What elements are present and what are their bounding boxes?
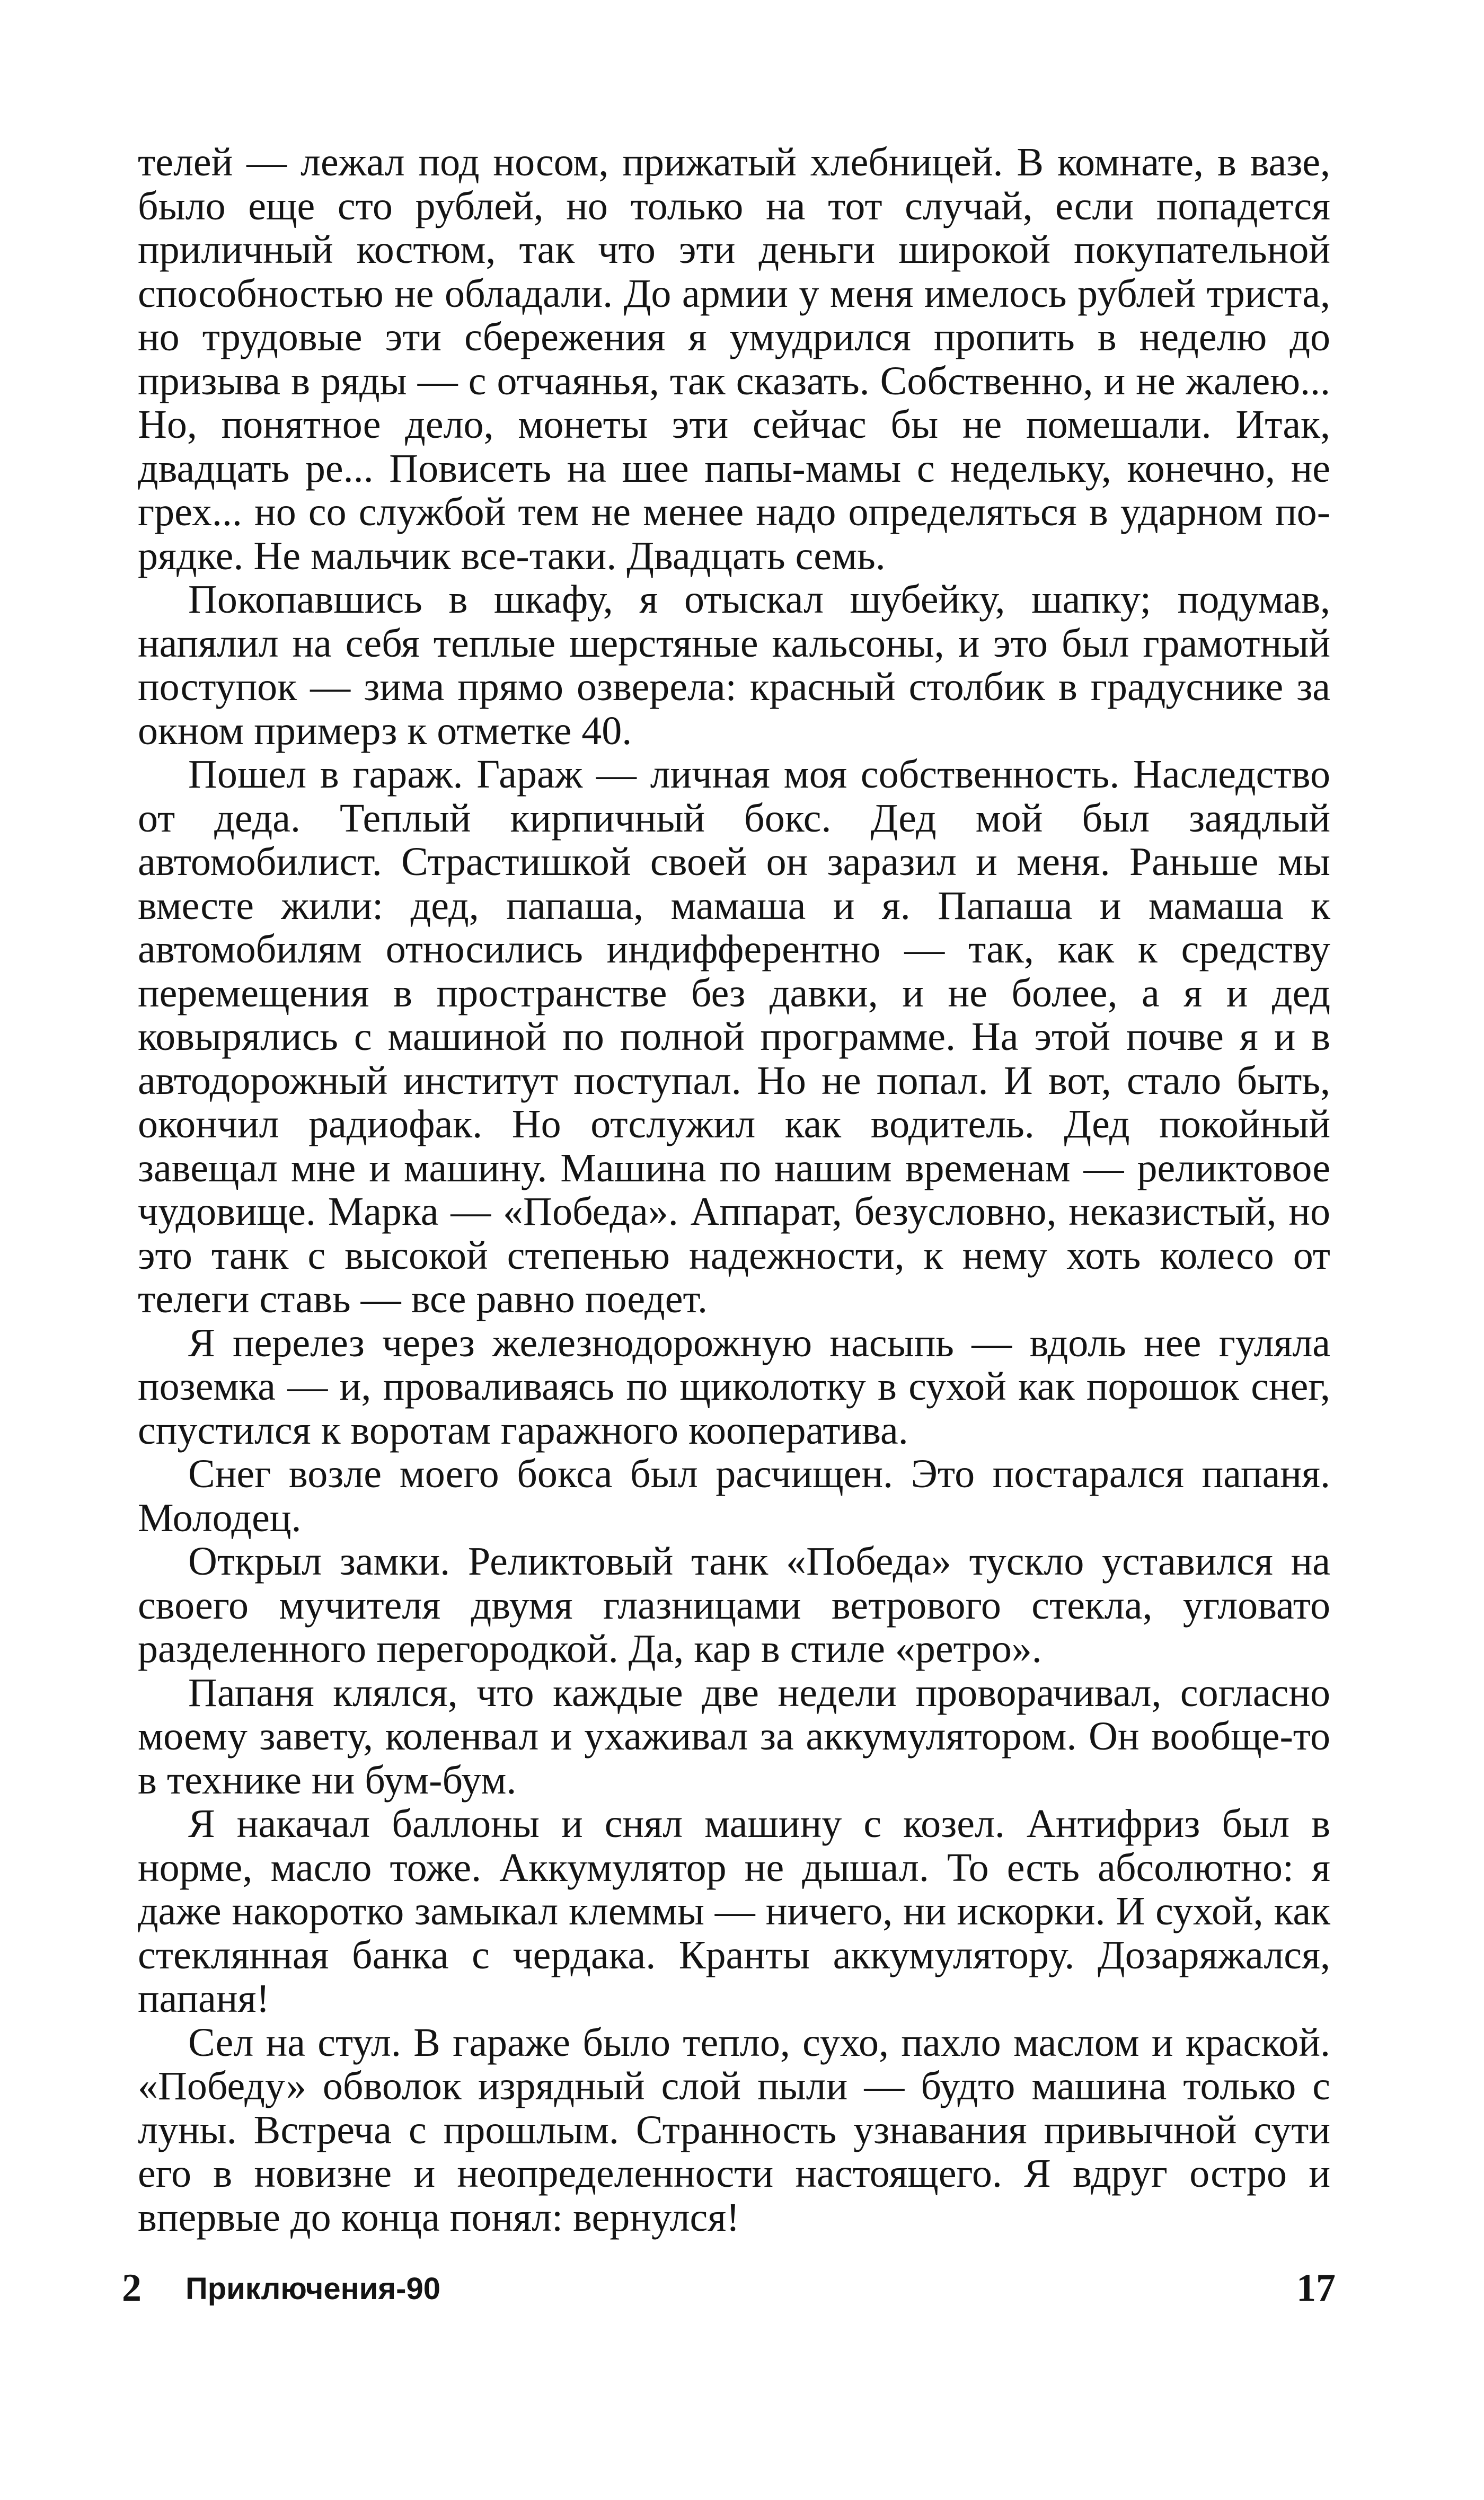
signature-title: Приключения-90: [186, 2272, 440, 2306]
paragraph: Я накачал баллоны и снял машину с козел. Антифриз был в норме, масло тоже. Аккумулятор не дышал. То есть абсолютно: я даже накоротко замыкал клеммы — ничего, ни искорки. И сухой, как стеклянная банка с чердака. Кранты аккумулятору. Дозаряжался, папаня!: [138, 1801, 1330, 2021]
page-footer: [122, 2266, 1336, 2319]
paragraph: Я перелез через железнодорожную насыпь — вдоль нее гуляла поземка — и, проваливаясь по щиколотку в сухой как порошок снег, спустился к воротам гаражного кооператива.: [138, 1320, 1330, 1453]
paragraph: Снег возле моего бокса был расчищен. Это постарался папаня. Молодец.: [138, 1452, 1330, 1540]
paragraph: Открыл замки. Реликтовый танк «Победа» тускло уставился на своего мучителя двумя глазницами ветрового стекла, угловато разделенного перегородкой. Да, кар в стиле «ретро».: [138, 1539, 1330, 1671]
paragraph: Сел на стул. В гараже было тепло, сухо, пахло маслом и краской. «Победу» обволок изрядный слой пыли — будто машина только с луны. Встреча с прошлым. Странность узнавания привычной сути его в новизне и неопределенности настоящего. Я вдруг остро и впервые до конца понял: вернулся!: [138, 2020, 1330, 2240]
page-number: 17: [1296, 2266, 1336, 2310]
paragraph: Покопавшись в шкафу, я отыскал шубейку, шапку; подумав, напялил на себя теплые шерстяные кальсоны, и это был грамотный поступок — зима прямо озверела: красный столбик в градуснике за окном примерз к отметке 40.: [138, 577, 1330, 753]
paragraph: Папаня клялся, что каждые две недели проворачивал, согласно моему завету, коленвал и ухаживал за аккумулятором. Он вообще-то в технике ни бум-бум.: [138, 1670, 1330, 1803]
signature-number: 2: [122, 2266, 142, 2310]
paragraph: Пошел в гараж. Гараж — личная моя собственность. Наследство от деда. Теплый кирпичный бокс. Дед мой был заядлый автомобилист. Страстишкой своей он заразил и меня. Раньше мы вместе жили: дед, папаша, мамаша и я. Папаша и мамаша к автомобилям относились индифферентно — так, как к средству перемещения в пространстве без давки, и не более, а я и дед ковырялись с машиной по полной программе. На этой почве я и в автодорожный институт поступал. Но не попал. И вот, стало быть, окончил радиофак. Но отслужил как водитель. Дед покойный завещал мне и машину. Машина по нашим временам — реликтовое чудовище. Марка — «Победа». Аппарат, безусловно, неказистый, но это танк с высокой степенью надежности, к нему хоть колесо от телеги ставь — все равно поедет.: [138, 752, 1330, 1321]
paragraph-continued: телей — лежал под носом, прижатый хлебницей. В комнате, в вазе, было еще сто рублей, но только на тот случай, если попадется приличный костюм, так что эти деньги широкой покупательной способностью не обладали. До армии у меня имелось рублей триста, но трудовые эти сбережения я умудрился пропить в неделю до призыва в ряды — с отчаянья, так сказать. Собственно, и не жалею... Но, понятное дело, монеты эти сейчас бы не помешали. Итак, двадцать ре... Повисеть на шее папы-мамы с недельку, конечно, не грех... но со службой тем не менее надо определяться в ударном порядке. Не мальчик все-таки. Двадцать семь.: [138, 140, 1330, 578]
page-text: [138, 140, 1330, 2239]
